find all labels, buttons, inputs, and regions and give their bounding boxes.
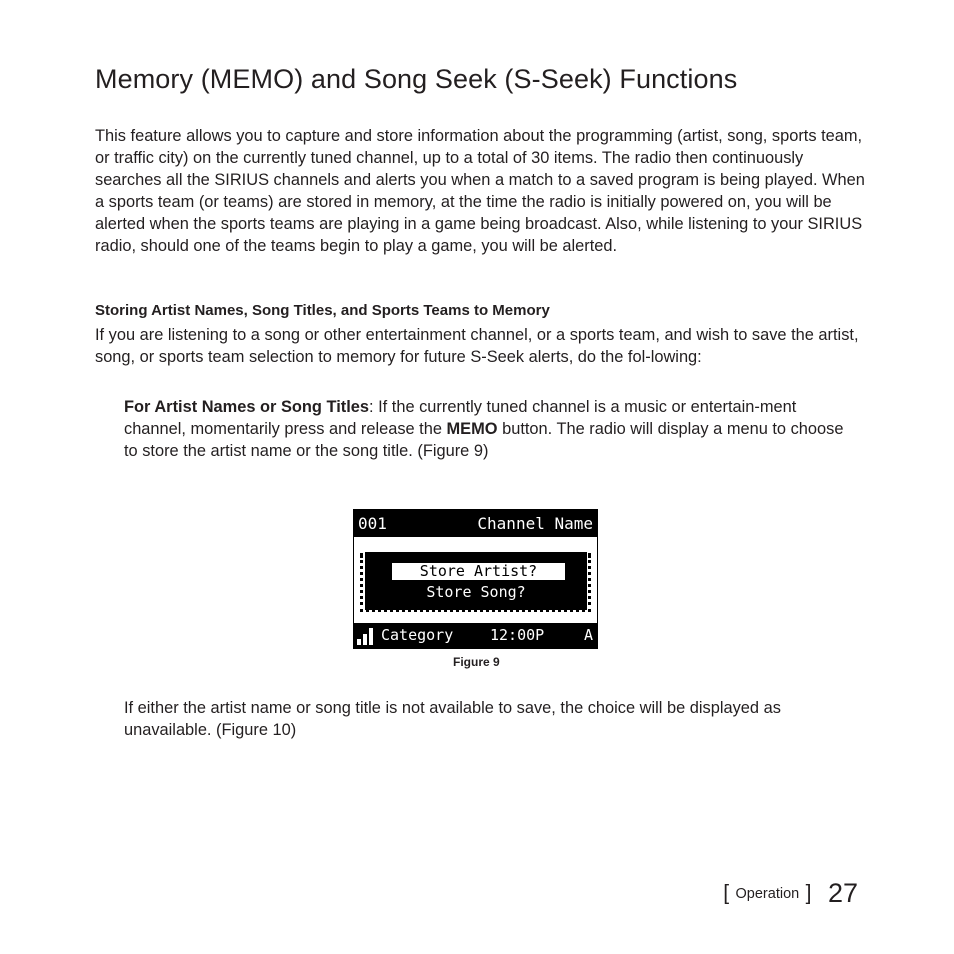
memo-button-name: MEMO <box>446 420 498 438</box>
radio-lcd-display <box>353 509 598 649</box>
page-footer <box>723 878 858 909</box>
lcd-dotted-left <box>360 555 363 605</box>
lcd-option-store-artist: Store Artist? <box>392 563 565 580</box>
lcd-category: Category <box>381 626 454 644</box>
lcd-option-store-song: Store Song? <box>426 583 526 601</box>
artist-step-text-b: button. The radio will display a menu to choose to store the artist name or the song title. (Figure 9) <box>124 420 844 460</box>
page-title: Memory (MEMO) and Song Seek (S-Seek) Functions <box>95 64 738 94</box>
intro-paragraph: This feature allows you to capture and store information about the programming (artist, song, sports team, or traffic city) on the currently tuned channel, up to a total of 30 items. The radio then continuously searches all the SIRIUS channels and alerts you when a match to a saved program is being played. When a sports team (or teams) are stored in memory, at the time the radio is initially powered on, you will be alerted when the sports teams are playing in a game being broadcast. Also, while listening to your SIRIUS radio, should one of the teams begin to play a game, you will be alerted. <box>95 127 865 255</box>
signal-strength-icon <box>357 627 377 645</box>
lcd-channel-name: Channel Name <box>477 514 593 533</box>
lcd-content-area <box>354 537 597 623</box>
artist-step-label: For Artist Names or Song Titles <box>124 398 369 416</box>
lcd-dotted-right <box>588 555 591 605</box>
lcd-status-bar <box>354 623 597 648</box>
section-subheading: Storing Artist Names, Song Titles, and Sports Teams to Memory <box>95 302 550 319</box>
lcd-mode: A <box>583 626 593 644</box>
instruction-paragraph: If you are listening to a song or other entertainment channel, or a sports team, and wish to save the artist, song, or sports team selection to memory for future S-Seek alerts, do the fol-lowing: <box>95 326 859 366</box>
lcd-channel-number: 001 <box>358 514 387 533</box>
artist-step-text-a: : If the currently tuned channel is a music or entertain-ment channel, momentarily press and release the <box>124 398 797 438</box>
footer-bracket-close: ] <box>805 881 812 905</box>
footer-bracket-open: [ <box>723 881 730 905</box>
figure-caption: Figure 9 <box>453 655 500 669</box>
artist-step-paragraph <box>124 396 844 462</box>
page-number: 27 <box>827 878 858 908</box>
unavailable-note: If either the artist name or song title is not available to save, the choice will be displayed as unavailable. (Figure 10) <box>124 699 781 739</box>
lcd-channel-bar <box>354 510 597 537</box>
footer-section-name: Operation <box>735 885 800 902</box>
lcd-time: 12:00P <box>490 626 545 644</box>
lcd-memo-menu <box>365 552 587 610</box>
